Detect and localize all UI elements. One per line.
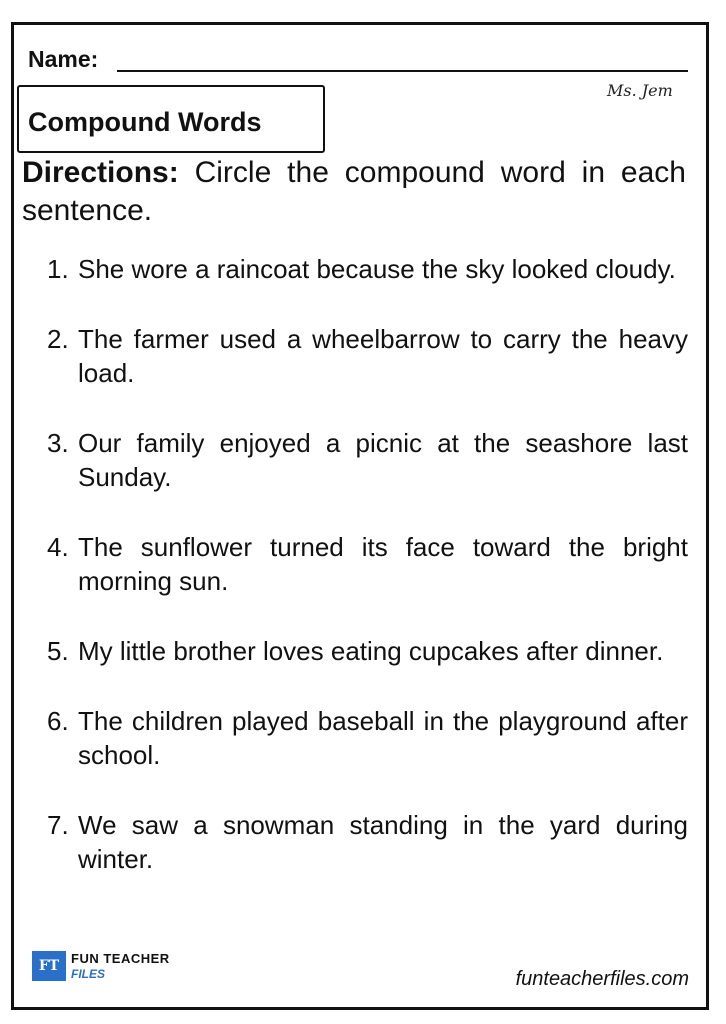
question-number: 6. (47, 706, 69, 736)
question-text: She wore a raincoat because the sky looked cloudy. (78, 254, 676, 284)
logo-text-line2: FILES (71, 967, 106, 981)
author-signature: Ms. Jem (607, 81, 673, 100)
question-text: The sunflower turned its face toward the bright morning sun. (78, 532, 688, 596)
question-text: Our family enjoyed a picnic at the seashore last Sunday. (78, 428, 688, 492)
directions-text: Circle the compound word in each sentence. (22, 156, 686, 227)
question-number: 2. (47, 324, 69, 354)
question-text: The children played baseball in the playground after school. (78, 706, 688, 770)
question-number: 5. (47, 636, 69, 666)
directions (22, 154, 686, 230)
question-item (43, 322, 688, 390)
question-item (43, 426, 688, 494)
question-text: My little brother loves eating cupcakes after dinner. (78, 636, 664, 666)
directions-label: Directions: (22, 156, 179, 189)
question-number: 7. (47, 810, 69, 840)
brand-logo (24, 951, 184, 991)
question-number: 4. (47, 532, 69, 562)
question-text: The farmer used a wheelbarrow to carry the heavy load. (78, 324, 688, 388)
question-text: We saw a snowman standing in the yard during winter. (78, 810, 688, 874)
title-box (17, 85, 325, 153)
worksheet-title: Compound Words (28, 107, 262, 137)
logo-mark-icon: FT (32, 951, 66, 981)
name-row (20, 44, 688, 74)
name-write-line[interactable] (117, 70, 688, 72)
website-url: funteacherfiles.com (515, 968, 689, 990)
question-number: 1. (47, 254, 69, 284)
logo-text-line1: FUN TEACHER (71, 951, 170, 966)
question-list (43, 252, 688, 912)
question-item (43, 252, 688, 286)
question-item (43, 634, 688, 668)
name-label: Name: (28, 46, 99, 72)
question-number: 3. (47, 428, 69, 458)
question-item (43, 530, 688, 598)
question-item (43, 704, 688, 772)
question-item (43, 808, 688, 876)
